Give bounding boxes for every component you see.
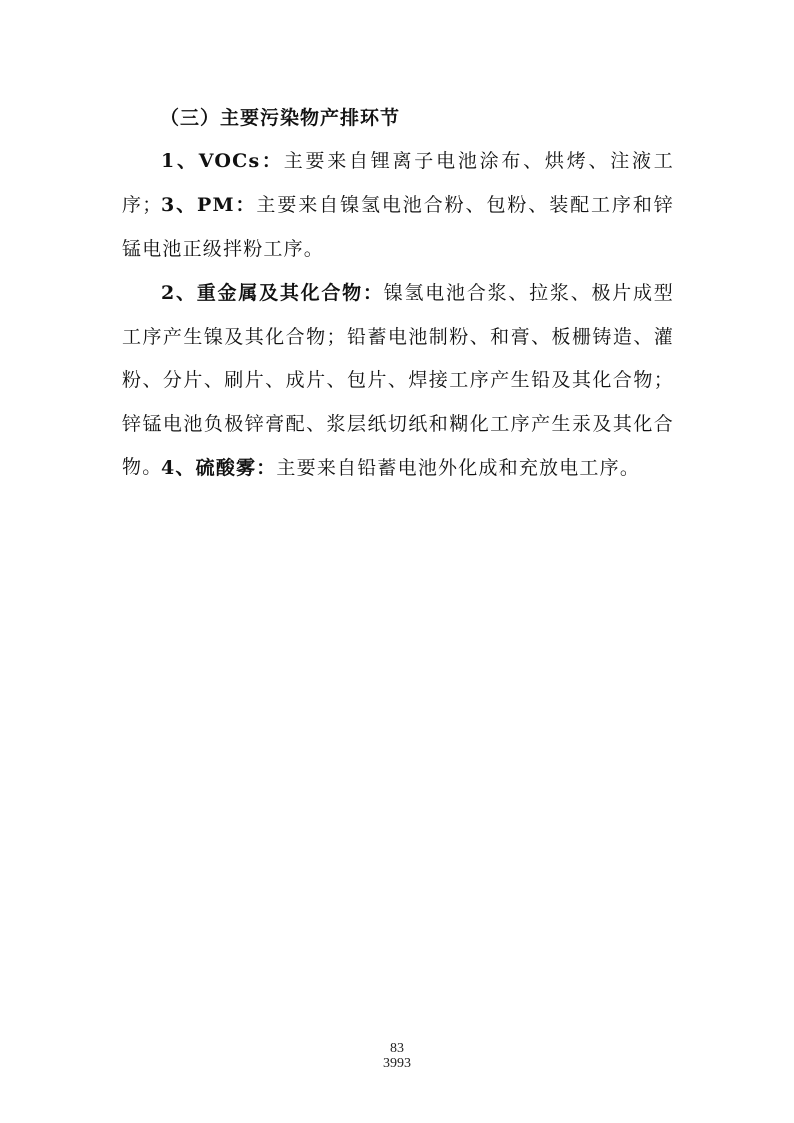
- paragraph-lead: 1、VOCs：: [161, 150, 284, 172]
- paragraph-body: 主要来自铅蓄电池外化成和充放电工序。: [276, 457, 641, 479]
- paragraph-pm: [122, 184, 674, 271]
- paragraph-lead: 2、重金属及其化合物：: [161, 282, 384, 304]
- paragraph-body: 镍氢电池合浆、拉浆、极片成型工序产生镍及其化合物；铅蓄电池制粉、和膏、板栅铸造、灌粉、分片、刷片、成片、包片、焊接工序产生铅及其化合物；锌锰电池负极锌膏配、浆层纸切纸和糊化工序产生汞及其化合物。: [122, 282, 674, 479]
- paragraph-body: 主要来自镍氢电池合粉、包粉、装配工序和锌锰电池正级拌粉工序。: [122, 194, 674, 260]
- paragraph-lead: 3、PM：: [161, 194, 257, 216]
- section-heading: （三）主要污染物产排环节: [160, 107, 401, 129]
- total-page-number: 3993: [383, 1056, 411, 1071]
- paragraph-sulfuric-acid-mist: [122, 447, 674, 491]
- paragraph-lead: 4、硫酸雾：: [161, 457, 277, 479]
- page-number: 83: [390, 1041, 404, 1056]
- paragraph-body: 主要来自锂离子电池涂布、烘烤、注液工序；: [122, 150, 674, 216]
